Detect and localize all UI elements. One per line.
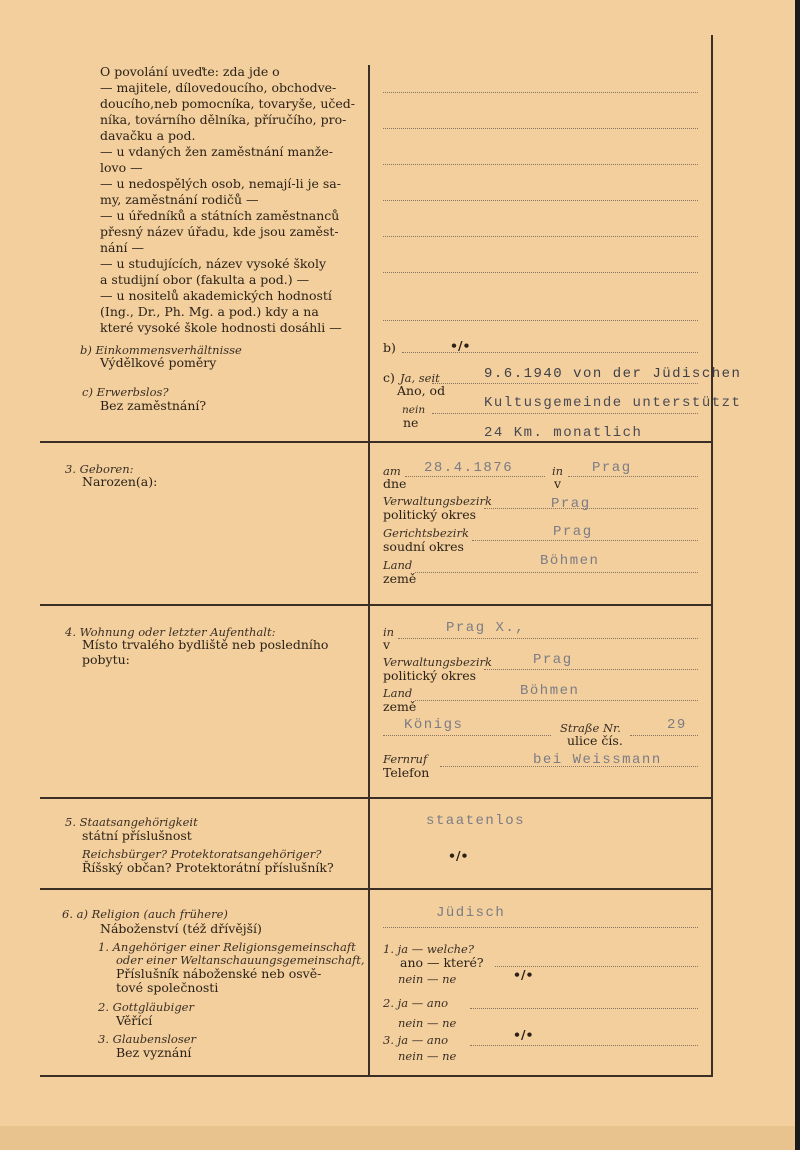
instruction-line: O povolání uveďte: zda jde o xyxy=(100,64,280,79)
residence-number-value[interactable]: 29 xyxy=(667,717,687,733)
instruction-line: — u nositelů akademických hodností xyxy=(100,288,332,303)
instruction-line: — majitele, dílovedoucího, obchodve- xyxy=(100,80,337,95)
residence-land-cs: země xyxy=(383,699,417,714)
row-divider xyxy=(40,888,713,890)
religion-a3-value[interactable]: •/• xyxy=(513,1027,534,1042)
residence-phone-value[interactable]: bei Weissmann xyxy=(533,752,662,768)
instruction-line: davačku a pod. xyxy=(100,128,196,143)
residence-district-de: Verwaltungsbezirk xyxy=(383,655,492,669)
religion-a2-de: 2. ja — ano xyxy=(383,996,449,1010)
unemployed-label-de: c) Erwerbslos? xyxy=(82,385,169,399)
religion-label-cs: Náboženství (též dřívější) xyxy=(100,921,262,936)
unemployed-nein-de: nein xyxy=(402,404,426,416)
residence-label-de: 4. Wohnung oder letzter Aufenthalt: xyxy=(65,625,276,639)
instruction-line: které vysoké škole hodnosti dosáhli — xyxy=(100,320,342,335)
religion-a1-nein: nein — ne xyxy=(398,972,457,986)
occupation-instructions xyxy=(100,64,355,336)
residence-v-cs: v xyxy=(383,637,391,652)
birth-district-de: Verwaltungsbezirk xyxy=(383,494,492,508)
citizenship-label-de: 5. Staatsangehörigkeit xyxy=(65,815,198,829)
instruction-line: (Ing., Dr., Ph. Mg. a pod.) kdy a na xyxy=(100,304,319,319)
birth-land-value[interactable]: Böhmen xyxy=(540,553,600,569)
residence-phone-cs: Telefon xyxy=(383,765,430,780)
unemployed-value-line1[interactable]: 9.6.1940 von der Jüdischen xyxy=(484,366,742,382)
citizenship-value-2[interactable]: •/• xyxy=(448,848,469,863)
residence-land-value[interactable]: Böhmen xyxy=(520,683,580,699)
income-label-cs: Výdělkové poměry xyxy=(100,355,217,370)
religion-a1-value[interactable]: •/• xyxy=(513,967,534,982)
residence-district-cs: politický okres xyxy=(383,668,477,683)
religion-a3-de: 3. ja — ano xyxy=(383,1033,449,1047)
income-label-de: b) Einkommensverhältnisse xyxy=(80,343,242,357)
religion-item3-de: 3. Glaubensloser xyxy=(98,1032,197,1046)
residence-street-cs: ulice čís. xyxy=(567,733,623,748)
income-b-value[interactable]: •/• xyxy=(450,338,471,353)
row-divider xyxy=(40,797,713,799)
instruction-line: a studijní obor (fakulta a pod.) — xyxy=(100,272,310,287)
instruction-line: doucího,neb pomocníka, tovaryše, učed- xyxy=(100,96,356,111)
column-divider xyxy=(368,65,370,1077)
religion-a3-nein: nein — ne xyxy=(398,1049,457,1063)
religion-item1-cs-2: tové společnosti xyxy=(116,980,219,995)
birth-dne-cs: dne xyxy=(383,476,407,491)
residence-place-value[interactable]: Prag X., xyxy=(446,620,526,636)
residence-label-cs-1: Místo trvalého bydliště neb posledního xyxy=(82,637,329,652)
instruction-line: nání — xyxy=(100,240,145,255)
row-divider xyxy=(40,604,713,606)
religion-a2-nein: nein — ne xyxy=(398,1016,457,1030)
religion-a1-de: 1. ja — welche? xyxy=(383,942,475,956)
unemployed-value-line2[interactable]: Kultusgemeinde unterstützt xyxy=(484,395,742,411)
residence-land-de: Land xyxy=(383,686,413,700)
birth-am-de: am xyxy=(383,464,401,478)
unemployed-ja-de: Ja, seit xyxy=(400,371,440,385)
birth-land-de: Land xyxy=(383,558,413,572)
birth-district-value[interactable]: Prag xyxy=(551,496,591,512)
unemployed-c-prefix: c) xyxy=(383,370,395,385)
religion-item1-de-2: oder einer Weltanschauungsgemeinschaft, xyxy=(116,953,365,967)
row-divider xyxy=(40,441,713,443)
birth-label-de: 3. Geboren: xyxy=(65,462,134,476)
birth-in-de: in xyxy=(552,464,564,478)
religion-label-de: 6. a) Religion (auch frühere) xyxy=(62,907,228,921)
residence-street-value[interactable]: Königs xyxy=(404,717,464,733)
citizenship-question-cs: Říšský občan? Protektorátní příslušník? xyxy=(82,860,334,875)
residence-phone-de: Fernruf xyxy=(383,752,428,766)
birth-court-value[interactable]: Prag xyxy=(553,524,593,540)
residence-district-value[interactable]: Prag xyxy=(533,652,573,668)
unemployed-ja-cs: Ano, od xyxy=(397,383,446,398)
instruction-line: lovo — xyxy=(100,160,143,175)
birth-date-value[interactable]: 28.4.1876 xyxy=(424,460,514,476)
religion-value[interactable]: Jüdisch xyxy=(436,905,506,921)
residence-in-de: in xyxy=(383,625,395,639)
citizenship-value[interactable]: staatenlos xyxy=(426,813,526,829)
citizenship-question-de: Reichsbürger? Protektoratsangehöriger? xyxy=(82,847,322,861)
unemployed-nein-cs: ne xyxy=(403,415,419,430)
residence-street-de: Straße Nr. xyxy=(560,721,621,735)
birth-place-value[interactable]: Prag xyxy=(592,460,632,476)
birth-district-cs: politický okres xyxy=(383,507,477,522)
citizenship-label-cs: státní příslušnost xyxy=(82,828,192,843)
birth-court-cs: soudní okres xyxy=(383,539,464,554)
instruction-line: — u studujících, název vysoké školy xyxy=(100,256,327,271)
religion-item1-cs-1: Příslušník náboženské neb osvě- xyxy=(116,966,322,981)
birth-label-cs: Narozen(a): xyxy=(82,474,158,489)
row-divider xyxy=(40,1075,713,1077)
unemployed-value-line3[interactable]: 24 Km. monatlich xyxy=(484,425,643,441)
instruction-line: — u nedospělých osob, nemají-li je sa- xyxy=(100,176,341,191)
instruction-line: — u vdaných žen zaměstnání manže- xyxy=(100,144,333,159)
instruction-line: přesný název úřadu, kde jsou zaměst- xyxy=(100,224,339,239)
residence-label-cs-2: pobytu: xyxy=(82,652,130,667)
right-border xyxy=(711,35,713,1077)
birth-v-cs: v xyxy=(554,476,562,491)
instruction-line: my, zaměstnání rodičů — xyxy=(100,192,259,207)
unemployed-label-cs: Bez zaměstnání? xyxy=(100,398,207,413)
religion-item2-de: 2. Gottgläubiger xyxy=(98,1000,194,1014)
instruction-line: níka, továrního dělníka, příručího, pro- xyxy=(100,112,347,127)
income-b-prefix: b) xyxy=(383,340,396,355)
birth-land-cs: země xyxy=(383,571,417,586)
religion-a1-cs: ano — které? xyxy=(400,955,484,970)
birth-court-de: Gerichtsbezirk xyxy=(383,526,469,540)
religion-item2-cs: Věřící xyxy=(116,1013,153,1028)
religion-item3-cs: Bez vyznání xyxy=(116,1045,192,1060)
instruction-line: — u úředníků a státních zaměstnanců xyxy=(100,208,340,223)
religion-item1-de-1: 1. Angehöriger einer Religionsgemeinschaft xyxy=(98,940,356,954)
